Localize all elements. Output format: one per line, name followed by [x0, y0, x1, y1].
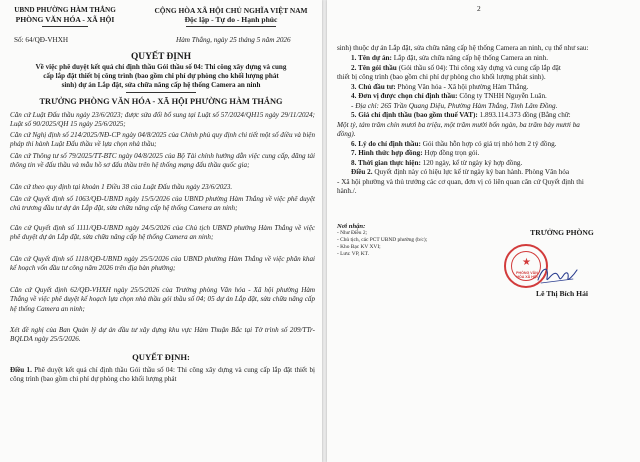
recipient-3: - Kho Bạc KV XVI;	[337, 244, 381, 250]
article-1	[10, 366, 315, 385]
recipient-4: - Lưu: VP, KT.	[337, 251, 369, 257]
ground-3: Căn cứ Thông tư số 79/2025/TT-BTC ngày 04/8/2025 của Bộ Tài chính hướng dẫn việc cung cấp, đăng tải thông tin về đấu thầu và mẫu hồ sơ đấu thầu trên hệ thống mạng đấu thầu quốc gia;	[10, 152, 315, 170]
signer-name: Lê Thị Bích Hải	[536, 289, 588, 298]
document-date: Hàm Thắng, ngày 25 tháng 5 năm 2026	[176, 36, 291, 44]
ground-7: Căn cứ Quyết định số 1118/QĐ-UBND ngày 25/5/2026 của UBND phường Hàm Thắng về việc phân khai kế hoạch vốn đầu tư công năm 2026 trên địa bàn phường;	[10, 255, 315, 273]
article-2-line-1	[351, 168, 569, 177]
page-number: 2	[477, 4, 481, 13]
item-8-text: 120 ngày, kể từ ngày ký hợp đồng.	[420, 158, 523, 167]
item-1-text: Lắp đặt, sửa chữa nâng cấp hệ thống Camera an ninh.	[391, 54, 549, 62]
motto: Độc lập - Tự do - Hạnh phúc	[184, 15, 278, 24]
subject-line-3: sinh) dự án Lắp đặt, sửa chữa nâng cấp hệ thống Camera an ninh	[61, 81, 261, 89]
article-2-line-3: hành./.	[337, 187, 357, 195]
item-4	[351, 92, 547, 101]
item-6-text: Gói thầu hỗn hợp có giá trị nhỏ hơn 2 tỷ đồng.	[420, 139, 557, 148]
item-8	[351, 159, 522, 168]
seal-star-icon: ★	[522, 257, 531, 268]
org-top: UBND PHƯỜNG HÀM THẮNG	[14, 6, 116, 14]
country-name: CỘNG HÒA XÃ HỘI CHỦ NGHĨA VIỆT NAM	[154, 6, 308, 15]
decision-heading: QUYẾT ĐỊNH:	[132, 352, 190, 362]
seal-text: PHÒNG VĂN HÓA XÃ HỘI	[516, 271, 538, 279]
item-3	[351, 83, 528, 92]
ground-4: Căn cứ theo quy định tại khoản 1 Điều 38 của Luật Đấu thầu ngày 23/6/2023.	[10, 183, 233, 191]
item-4-address: - Địa chỉ: 265 Trần Quang Diệu, Phường Hàm Thắng, Tỉnh Lâm Đồng.	[351, 101, 558, 110]
item-3-text: Phòng Văn hóa - Xã hội phường Hàm Thắng.	[395, 82, 529, 91]
item-5-words-end: đồng).	[337, 130, 356, 138]
item-4-text: Công ty TNHH Nguyễn Luân.	[457, 92, 547, 100]
item-2-cont: thiết bị công trình (bao gồm chi phí dự phòng cho khối lượng phát sinh).	[337, 73, 546, 81]
item-5-words: Một tỷ, tám trăm chín mươi ba triệu, một trăm mười bốn ngàn, ba trăm bảy mươi ba	[337, 120, 580, 129]
article-2-text-1: Quyết định này có hiệu lực kể từ ngày ký ban hành. Phòng Văn hóa	[372, 168, 570, 176]
item-7-label: 7. Hình thức hợp đồng:	[351, 149, 423, 157]
org-main: PHÒNG VĂN HÓA - XÃ HỘI	[15, 15, 115, 24]
ground-9: Xét đề nghị của Ban Quản lý dự án đầu tư xây dựng khu vực Hàm Thuận Bắc tại Tờ trình số 209/TTr-BQLDA ngày 25/5/2026.	[10, 326, 315, 344]
item-2-label: 2. Tên gói thầu	[351, 63, 397, 72]
item-6	[351, 140, 556, 149]
ground-2: Căn cứ Nghị định số 214/2025/NĐ-CP ngày 04/8/2025 của Chính phủ quy định chi tiết một số điều và biện pháp thi hành Luật Đấu thầu về lựa chọn nhà thầu;	[10, 131, 315, 149]
ground-8: Căn cứ Quyết định 62/QĐ-VHXH ngày 25/5/2026 của Trưởng phòng Văn hóa - Xã hội phường Hàm Thắng về việc phê duyệt kế hoạch lựa chọn nhà thầu gói thầu số 04; 05 dự án Lắp đặt, sửa chữa nâng cấp hệ thống Camera an ninh;	[10, 286, 315, 313]
item-5-label: 5. Giá chỉ định thầu (bao gồm thuế VAT):	[351, 111, 478, 119]
item-3-label: 3. Chủ đầu tư:	[351, 82, 396, 91]
document-number: Số: 64/QĐ-VHXH	[14, 36, 69, 44]
article-2-line-2: - Xã hội phường và thủ trưởng các cơ quan, đơn vị có liên quan căn cứ Quyết định thi	[337, 177, 584, 186]
recipient-1: - Như Điều 2;	[337, 230, 368, 236]
article-1-label: Điều 1.	[10, 366, 32, 374]
signer-title: TRƯỞNG PHÒNG	[530, 228, 594, 237]
item-5	[351, 111, 571, 120]
page-two	[327, 0, 640, 462]
recipients-title: Nơi nhận:	[337, 223, 366, 230]
ground-1: Căn cứ Luật Đấu thầu ngày 23/6/2023; được sửa đổi bổ sung tại Luật số 57/2024/QH15 ngày 29/11/2024; Luật số 90/2025/QH 15 ngày 25/6/2025;	[10, 111, 315, 129]
document-type: QUYẾT ĐỊNH	[131, 52, 191, 62]
signature-icon	[535, 262, 579, 288]
item-8-label: 8. Thời gian thực hiện:	[351, 158, 421, 167]
subject-line-2: cấp lắp đặt thiết bị công trình (bao gồm chi phí dự phòng cho khối lượng phát	[43, 72, 279, 80]
recipient-2: - Chủ tịch, các PCT UBND phường (b/c);	[337, 237, 428, 243]
article-2-label: Điều 2.	[351, 168, 373, 176]
item-6-label: 6. Lý do chỉ định thầu:	[351, 139, 421, 148]
org-underline	[42, 26, 88, 27]
ground-6: Căn cứ Quyết định số 1111/QĐ-UBND ngày 24/5/2026 của Chủ tịch UBND phường Hàm Thắng về việc phê duyệt dự án Lắp đặt, sửa chữa nâng cấp hệ thống Camera an ninh;	[10, 224, 315, 242]
item-2-text: (Gói thầu số 04): Thi công xây dựng và cung cấp lắp đặt	[396, 63, 561, 72]
item-1-label: 1. Tên dự án:	[351, 54, 392, 62]
subject-underline	[126, 92, 196, 93]
item-1	[351, 54, 548, 63]
motto-underline	[186, 26, 276, 27]
article-1-text: Phê duyệt kết quả chỉ định thầu Gói thầu số 04: Thi công xây dựng và cung cấp lắp đặt thiết bị công trình (bao gồm chi phí dự phòng cho khối lượng phát	[10, 366, 315, 384]
item-7-text: Hợp đồng trọn gói.	[422, 149, 480, 157]
item-7	[351, 149, 479, 158]
ground-5: Căn cứ Quyết định số 1063/QĐ-UBND ngày 15/5/2026 của UBND phường Hàm Thắng về việc phê duyệt chủ trương đầu tư dự án Lắp đặt, sửa chữa nâng cấp hệ thống Camera an ninh;	[10, 195, 315, 213]
item-4-label: 4. Đơn vị được chọn chỉ định thầu:	[351, 92, 458, 100]
item-2	[351, 64, 561, 73]
item-5-text: 1.893.114.373 đồng (Bằng chữ:	[477, 111, 571, 119]
subject-line-1: Về việc phê duyệt kết quả chỉ định thầu Gói thầu số 04: Thi công xây dựng và cung	[35, 63, 287, 71]
issuing-authority: TRƯỞNG PHÒNG VĂN HÓA - XÃ HỘI PHƯỜNG HÀM THẮNG	[39, 97, 283, 106]
continued-line: sinh) thuộc dự án Lắp đặt, sửa chữa nâng cấp hệ thống Camera an ninh, cụ thể như sau:	[337, 44, 589, 52]
